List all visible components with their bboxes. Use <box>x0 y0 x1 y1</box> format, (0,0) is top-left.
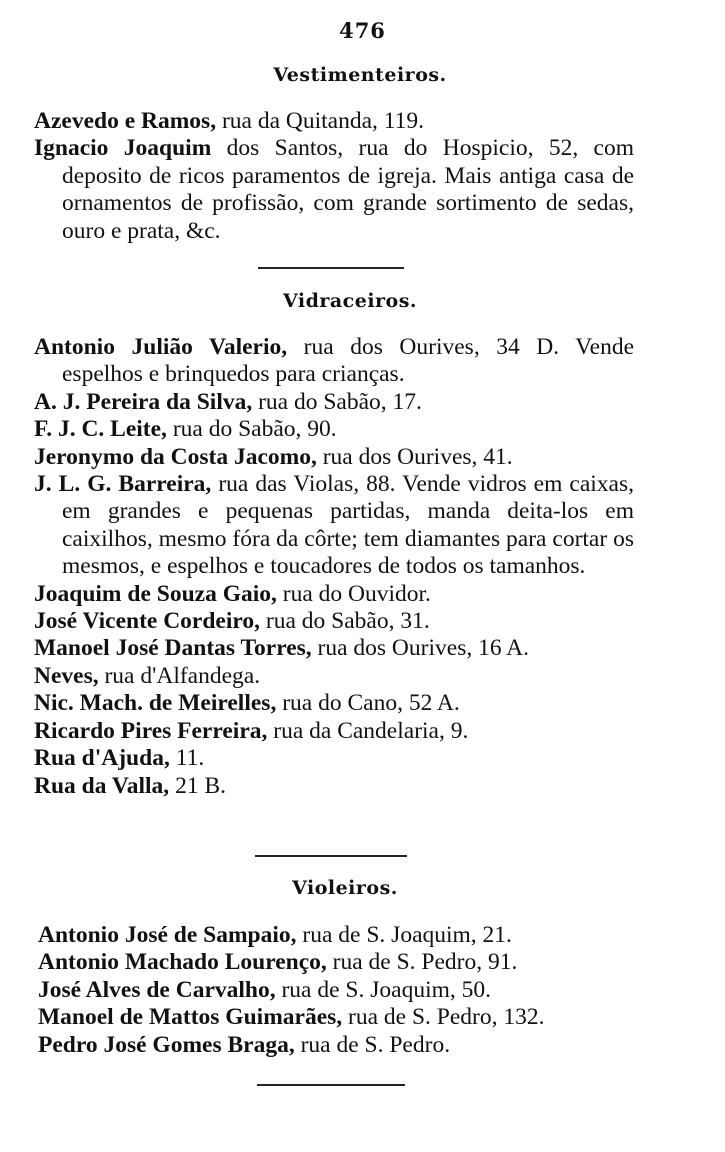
entry-text: rua dos Ourives, 34 D. Vende espelhos e brinquedos para crianças. <box>62 334 634 388</box>
list-item <box>34 444 634 471</box>
list-item <box>34 581 634 608</box>
entry-text: rua de S. Pedro. <box>294 1031 451 1058</box>
entry-name: Jeronymo da Costa Jacomo, <box>34 443 317 470</box>
entry-name: José Vicente Cordeiro, <box>34 608 261 635</box>
list-item <box>34 135 634 245</box>
entry-text: rua do Sabão, 90. <box>166 416 337 443</box>
entry-name: A. J. Pereira da Silva, <box>34 388 253 415</box>
section-heading-violeiros: Violeiros. <box>292 877 398 899</box>
entry-text: rua d'Alfandega. <box>98 662 261 689</box>
entry-text: 11. <box>169 745 205 772</box>
list-item <box>34 389 634 416</box>
entry-name: Nic. Mach. de Meirelles, <box>34 690 277 717</box>
list-item <box>34 663 634 690</box>
list-item <box>34 745 634 772</box>
entry-name: J. L. G. Barreira, <box>34 471 212 498</box>
entry-name: Antonio Julião Valerio, <box>34 334 288 360</box>
entry-text: rua das Violas, 88. Vende vidros em caixas, em grandes e pequenas partidas, manda deita-los em caixilhos, mesmo fóra da côrte; tem diamantes para cortar os mesmos, e espelhos e toucadores de todos os tamanhos. <box>62 471 634 580</box>
entry-text: rua de S. Joaquim, 50. <box>275 976 491 1003</box>
entry-text: rua de S. Pedro, 91. <box>326 949 518 976</box>
section-vidraceiros-entries <box>34 334 634 800</box>
entry-text: rua da Candelaria, 9. <box>267 717 469 744</box>
entry-text: rua dos Ourives, 41. <box>316 443 513 470</box>
section-vestimenteiros-entries <box>34 108 634 245</box>
section-violeiros-entries <box>38 922 638 1059</box>
entry-name: Joaquim de Souza Gaio, <box>34 580 277 607</box>
entry-text: rua do Cano, 52 A. <box>276 690 460 717</box>
section-heading-vidraceiros: Vidraceiros. <box>282 290 418 312</box>
entry-text: rua do Sabão, 17. <box>252 388 422 415</box>
list-item <box>38 949 638 976</box>
entry-text: dos Santos, rua do Hospicio, 52, com deposito de ricos paramentos de igreja. Mais antiga casa de ornamentos de profissão, com grande sortimento de sedas, ouro e prata, &c. <box>62 135 635 244</box>
list-item <box>34 635 634 662</box>
list-item <box>34 608 634 635</box>
entry-text: rua da Quitanda, 119. <box>216 108 425 134</box>
entry-text: 21 B. <box>169 772 226 799</box>
entry-name: José Alves de Carvalho, <box>38 976 276 1003</box>
entry-name: Ignacio Joaquim <box>34 135 212 162</box>
section-divider <box>257 1084 405 1086</box>
entry-name: Manoel José Dantas Torres, <box>34 635 312 662</box>
list-item <box>38 977 638 1004</box>
entry-name: Azevedo e Ramos, <box>34 108 217 134</box>
list-item <box>34 773 634 800</box>
entry-text: rua de S. Joaquim, 21. <box>296 922 512 948</box>
entry-name: Manoel de Mattos Guimarães, <box>38 1004 343 1031</box>
entry-name: Antonio Machado Lourenço, <box>38 949 327 976</box>
list-item <box>34 718 634 745</box>
entry-text: rua do Sabão, 31. <box>260 608 430 635</box>
entry-name: Rua d'Ajuda, <box>34 745 170 772</box>
section-heading-vestimenteiros: Vestimenteiros. <box>273 64 447 86</box>
entry-name: F. J. C. Leite, <box>34 416 167 443</box>
entry-name: Antonio José de Sampaio, <box>38 922 297 948</box>
list-item <box>34 471 634 581</box>
section-divider <box>255 855 407 857</box>
entry-text: rua de S. Pedro, 132. <box>342 1004 545 1031</box>
list-item <box>34 416 634 443</box>
entry-name: Pedro José Gomes Braga, <box>38 1031 295 1058</box>
entry-text: rua do Ouvidor. <box>276 580 431 607</box>
list-item <box>38 1004 638 1031</box>
entry-name: Ricardo Pires Ferreira, <box>34 717 268 744</box>
entry-name: Rua da Valla, <box>34 772 170 799</box>
list-item <box>38 1032 638 1059</box>
section-divider <box>258 267 404 269</box>
entry-name: Neves, <box>34 662 99 689</box>
page-number: 476 <box>339 18 386 43</box>
entry-text: rua dos Ourives, 16 A. <box>311 635 530 662</box>
list-item <box>34 334 634 389</box>
list-item <box>34 690 634 717</box>
list-item <box>34 108 634 135</box>
list-item <box>38 922 638 949</box>
